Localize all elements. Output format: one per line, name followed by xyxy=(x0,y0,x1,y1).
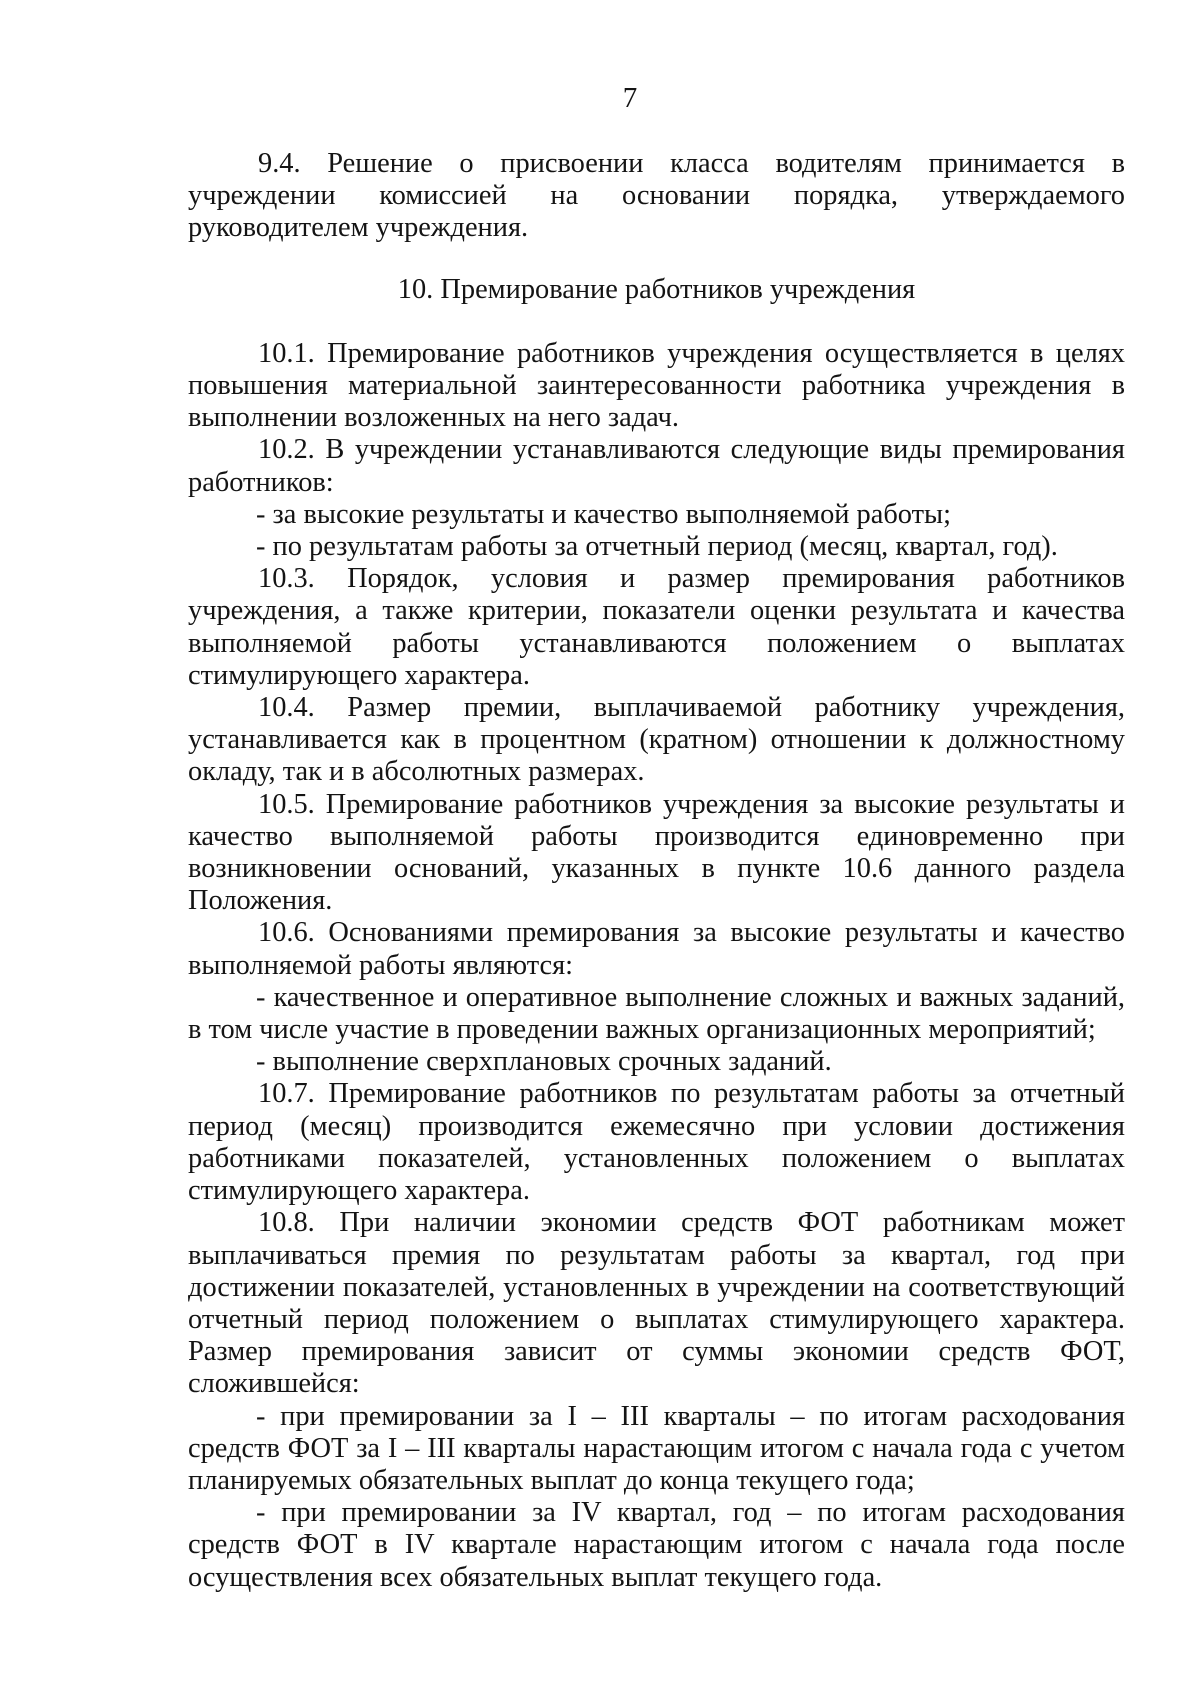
paragraph-10-2: 10.2. В учреждении устанавливаются следующие виды премирования работников: xyxy=(188,434,1125,498)
document-body xyxy=(188,148,1125,1594)
list-item-10-6-2: - выполнение сверхплановых срочных заданий. xyxy=(256,1046,832,1078)
section-10-heading: 10. Премирование работников учреждения xyxy=(397,273,916,305)
paragraph-10-6: 10.6. Основаниями премирования за высокие результаты и качество выполняемой работы являются: xyxy=(188,917,1125,981)
paragraph-10-7: 10.7. Премирование работников по результатам работы за отчетный период (месяц) производится ежемесячно при условии достижения работниками показателей, установленных положением о выплатах стимулирующего характера. xyxy=(188,1078,1125,1207)
paragraph-10-8: 10.8. При наличии экономии средств ФОТ работникам может выплачиваться премия по результатам работы за квартал, год при достижении показателей, установленных в учреждении на соответствующий отчетный период положением о выплатах стимулирующего характера. Размер премирования зависит от суммы экономии средств ФОТ, сложившейся: xyxy=(188,1207,1125,1400)
list-item-10-6-1: - качественное и оперативное выполнение сложных и важных заданий, в том числе участие в проведении важных организационных мероприятий; xyxy=(188,981,1125,1046)
paragraph-10-5: 10.5. Премирование работников учреждения за высокие результаты и качество выполняемой работы производится единовременно при возникновении оснований, указанных в пункте 10.6 данного раздела Положения. xyxy=(188,788,1125,917)
paragraph-10-3: 10.3. Порядок, условия и размер премирования работников учреждения, а также критерии, показатели оценки результата и качества выполняемой работы устанавливаются положением о выплатах стимулирующего характера. xyxy=(188,563,1125,691)
list-item-10-2-1: - за высокие результаты и качество выполняемой работы; xyxy=(256,498,951,530)
list-item-10-2-2: - по результатам работы за отчетный период (месяц, квартал, год). xyxy=(256,531,1058,563)
paragraph-10-1: 10.1. Премирование работников учреждения осуществляется в целях повышения материальной заинтересованности работника учреждения в выполнении возложенных на него задач. xyxy=(188,337,1125,434)
paragraph-10-4: 10.4. Размер премии, выплачиваемой работнику учреждения, устанавливается как в процентном (кратном) отношении к должностному окладу, так и в абсолютных размерах. xyxy=(188,692,1125,788)
page-number: 7 xyxy=(622,82,638,114)
paragraph-9-4: 9.4. Решение о присвоении класса водителям принимается в учреждении комиссией на основании порядка, утверждаемого руководителем учреждения. xyxy=(188,148,1125,244)
list-item-10-8-1: - при премировании за I – III кварталы – по итогам расходования средств ФОТ за I – III кварталы нарастающим итогом с начала года с учетом планируемых обязательных выплат до конца текущего года; xyxy=(188,1400,1125,1496)
list-item-10-8-2: - при премировании за IV квартал, год – по итогам расходования средств ФОТ в IV квартале нарастающим итогом с начала года после осуществления всех обязательных выплат текущего года. xyxy=(188,1497,1125,1593)
